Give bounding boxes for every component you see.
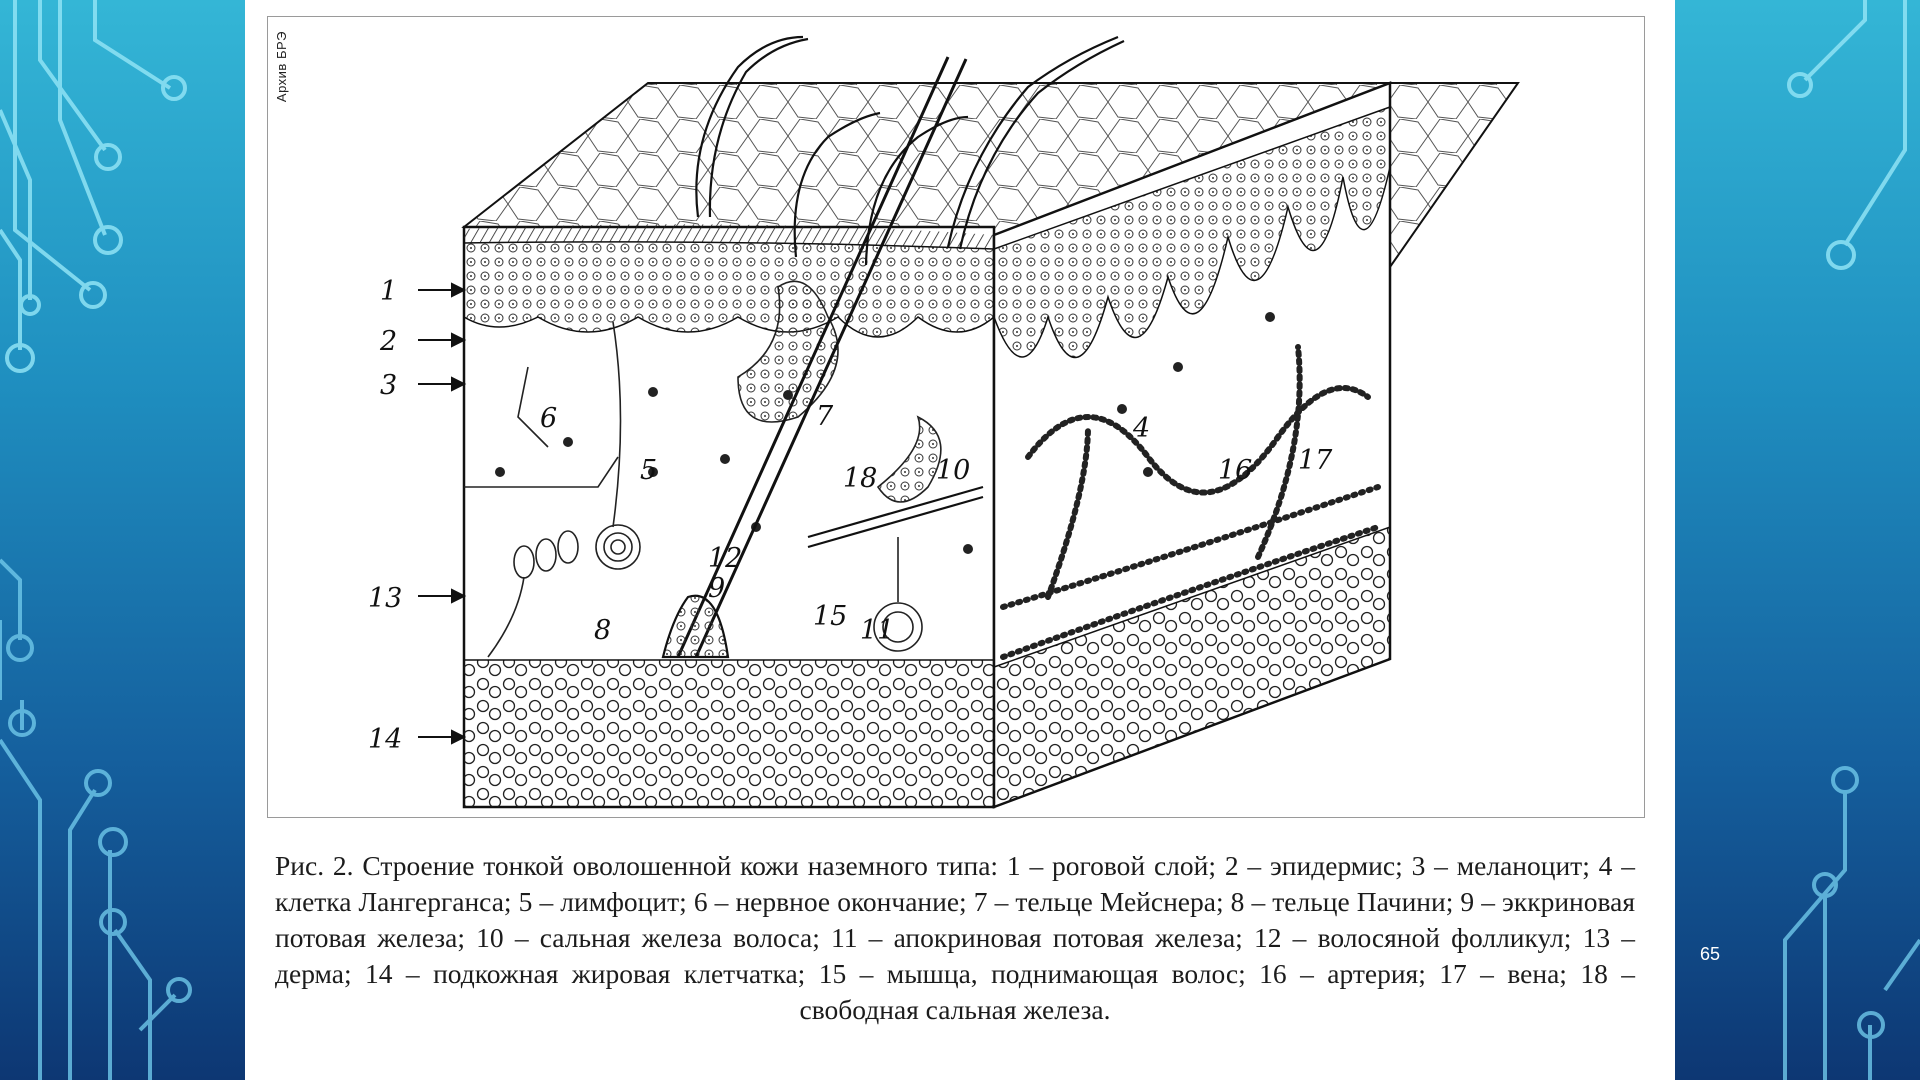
archive-label: Архив БРЭ — [274, 31, 289, 103]
figure-caption: Рис. 2. Строение тонкой оволошенной кожи наземного типа: 1 – роговой слой; 2 – эпидермис; 3 – меланоцит; 4 – клетка Лангерганса; 5 – лимфоцит; 6 – нервное окончание; 7 – тельце Мейснера; 8 – тельце Пачини; 9 – эккриновая потовая железа; 10 – сальная железа волоса; 11 – апокриновая потовая железа; 12 – волосяной фолликул; 13 – дерма; 14 – подкожная жировая клетчатка; 15 – мышца, поднимающая волос; 16 – артерия; 17 – вена; 18 – свободная сальная железа. — [275, 850, 1635, 1025]
label-10: 10 — [936, 455, 971, 486]
label-3: 3 — [380, 370, 398, 401]
label-7: 7 — [816, 401, 834, 432]
skin-block-illustration — [268, 17, 1645, 818]
label-6: 6 — [540, 403, 558, 434]
label-4: 4 — [1133, 413, 1151, 444]
label-18: 18 — [843, 463, 878, 494]
label-13: 13 — [368, 583, 403, 614]
label-11: 11 — [860, 615, 895, 646]
label-5: 5 — [640, 455, 658, 486]
layer-arrows — [418, 284, 464, 743]
label-15: 15 — [813, 601, 848, 632]
label-16: 16 — [1218, 455, 1253, 486]
label-14: 14 — [368, 724, 403, 755]
label-1: 1 — [380, 276, 398, 307]
label-9: 9 — [708, 573, 726, 604]
skin-structure-figure — [267, 16, 1645, 818]
slide-content-panel — [245, 0, 1675, 1080]
label-17: 17 — [1298, 445, 1333, 476]
page-number: 65 — [1700, 944, 1721, 964]
label-8: 8 — [594, 615, 612, 646]
label-12: 12 — [708, 543, 743, 574]
circuit-decoration-right — [1675, 0, 1920, 1080]
label-2: 2 — [380, 326, 398, 357]
circuit-decoration-left — [0, 0, 245, 1080]
